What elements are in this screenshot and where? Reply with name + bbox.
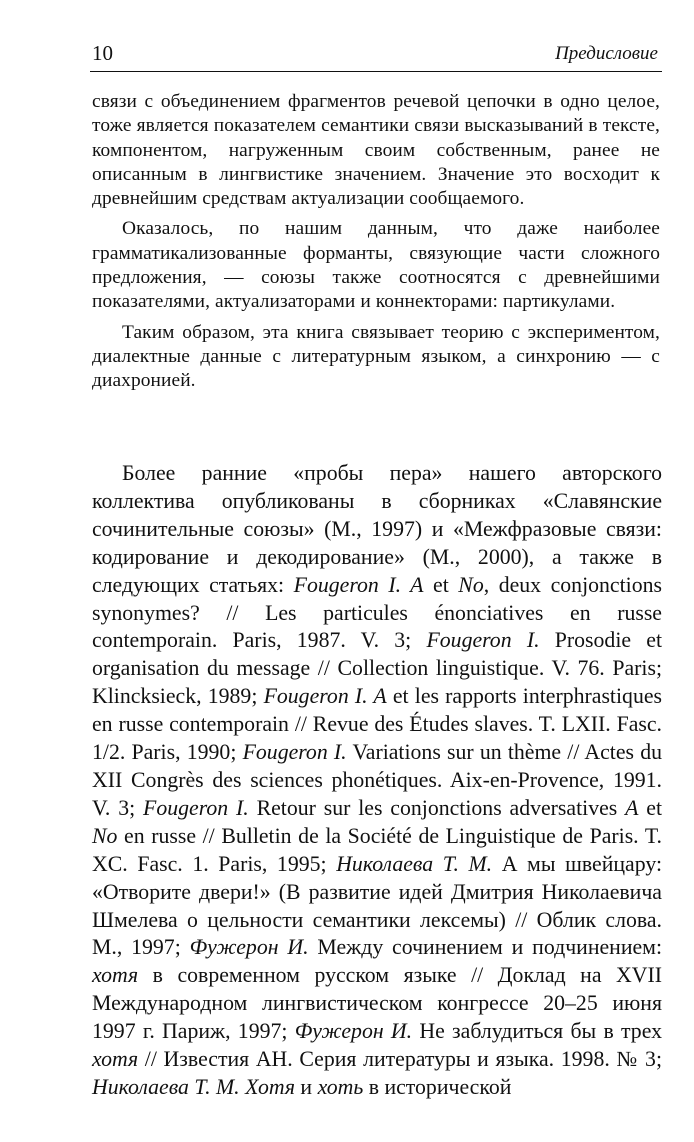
bibliography-text: [92, 460, 662, 1102]
bib-italic-run: Fougeron I. A: [263, 684, 387, 709]
bib-italic-run: Fougeron I. A: [293, 572, 424, 597]
bib-text-run: et: [423, 572, 459, 597]
bib-text-run: en russe // Bulletin de la Société de Linguistique de Paris. T. XC. Fasc. 1. Paris, 1995;: [92, 823, 662, 876]
running-title: Предисловие: [555, 43, 658, 64]
bib-italic-run: хотя: [92, 1047, 139, 1072]
paragraph-conclusion: Таким образом, эта книга связывает теорию с экспериментом, диалектные данные с литературным языком, а синхронию — с диахронией.: [92, 321, 660, 392]
bib-text-run: в исторической: [363, 1074, 512, 1099]
bib-text-run: et: [638, 795, 663, 820]
paragraph-continuation: связи с объединением фрагментов речевой цепочки в одно целое, тоже является показателем семантики связи высказываний в тексте, компонентом, нагруженным своим собственным, ранее не описанным в лингвистике значением. Значение это восходит к древнейшим средствам актуализации сообщаемого.: [92, 91, 660, 210]
bib-text-run: Не заблудиться бы в трех: [412, 1019, 662, 1044]
bib-text-run: Prosodie et organisation du message // Collection linguistique. V. 76. Paris; Klincksieck, 1989;: [92, 628, 663, 709]
bib-text-run: в современном русском языке // Доклад на XVII Международном лингвистическом конгрессе 20–25 июня 1997 г. Париж, 1997;: [92, 963, 662, 1044]
bib-italic-run: A: [625, 795, 639, 820]
bib-italic-run: No: [458, 572, 484, 597]
bibliography-paragraph: [92, 460, 662, 1102]
bib-italic-run: Николаева Т. М. Хотя: [92, 1074, 295, 1099]
bib-italic-run: Fougeron I.: [143, 795, 249, 820]
bib-italic-run: хоть: [317, 1074, 364, 1099]
bib-italic-run: Фужерон И.: [294, 1019, 413, 1044]
bib-text-run: Между сочинением и подчинением:: [308, 935, 663, 960]
paragraph-formants: Оказалось, по нашим данным, что даже наиболее грамматикализованные форманты, связующие части сложного предложения, — союзы также соотносятся с древнейшими показателями, актуализаторами и коннекторами: партикулами.: [92, 218, 660, 313]
bib-text-run: Retour sur les conjonctions adversatives: [248, 795, 626, 820]
header-rule: [90, 71, 662, 72]
bib-text-run: // Известия АН. Серия литературы и языка. 1998. № 3;: [138, 1047, 662, 1072]
bib-text-run: et les rapports interphrastiques en russe contemporain // Revue des Études slaves. T. LXII. Fasc. 1/2. Paris, 1990;: [92, 684, 662, 765]
bib-text-run: А мы швейцару: «Отворите двери!» (В развитие идей Дмитрия Николаевича Шмелева о цельности семантики лексемы) // Облик слова. М., 1997;: [92, 851, 662, 960]
bib-text-run: и: [294, 1074, 318, 1099]
bib-italic-run: No: [92, 823, 118, 848]
bib-text-run: , deux conjonctions synonymes? // Les particules énonciatives en russe contemporain. Paris, 1987. V. 3;: [92, 572, 662, 653]
page-number: 10: [92, 41, 113, 65]
bib-italic-run: Николаева Т. М.: [336, 851, 493, 876]
bib-text-run: Более ранние «пробы пера» нашего авторского коллектива опубликованы в сборниках «Славянские сочинительные союзы» (М., 1997) и «Межфразовые связи: кодирование и декодирование» (М., 2000), а также в следующих статьях:: [92, 461, 662, 597]
bib-text-run: Variations sur un thème // Actes du XII Congrès des sciences phonétiques. Aix-en-Provence, 1991. V. 3;: [92, 740, 662, 820]
main-text: [92, 90, 660, 394]
page-header: [90, 40, 662, 70]
bib-italic-run: хотя: [92, 963, 139, 988]
bib-italic-run: Фужерон И.: [189, 935, 309, 960]
bib-italic-run: Fougeron I.: [242, 740, 347, 765]
bib-italic-run: Fougeron I.: [426, 628, 540, 653]
